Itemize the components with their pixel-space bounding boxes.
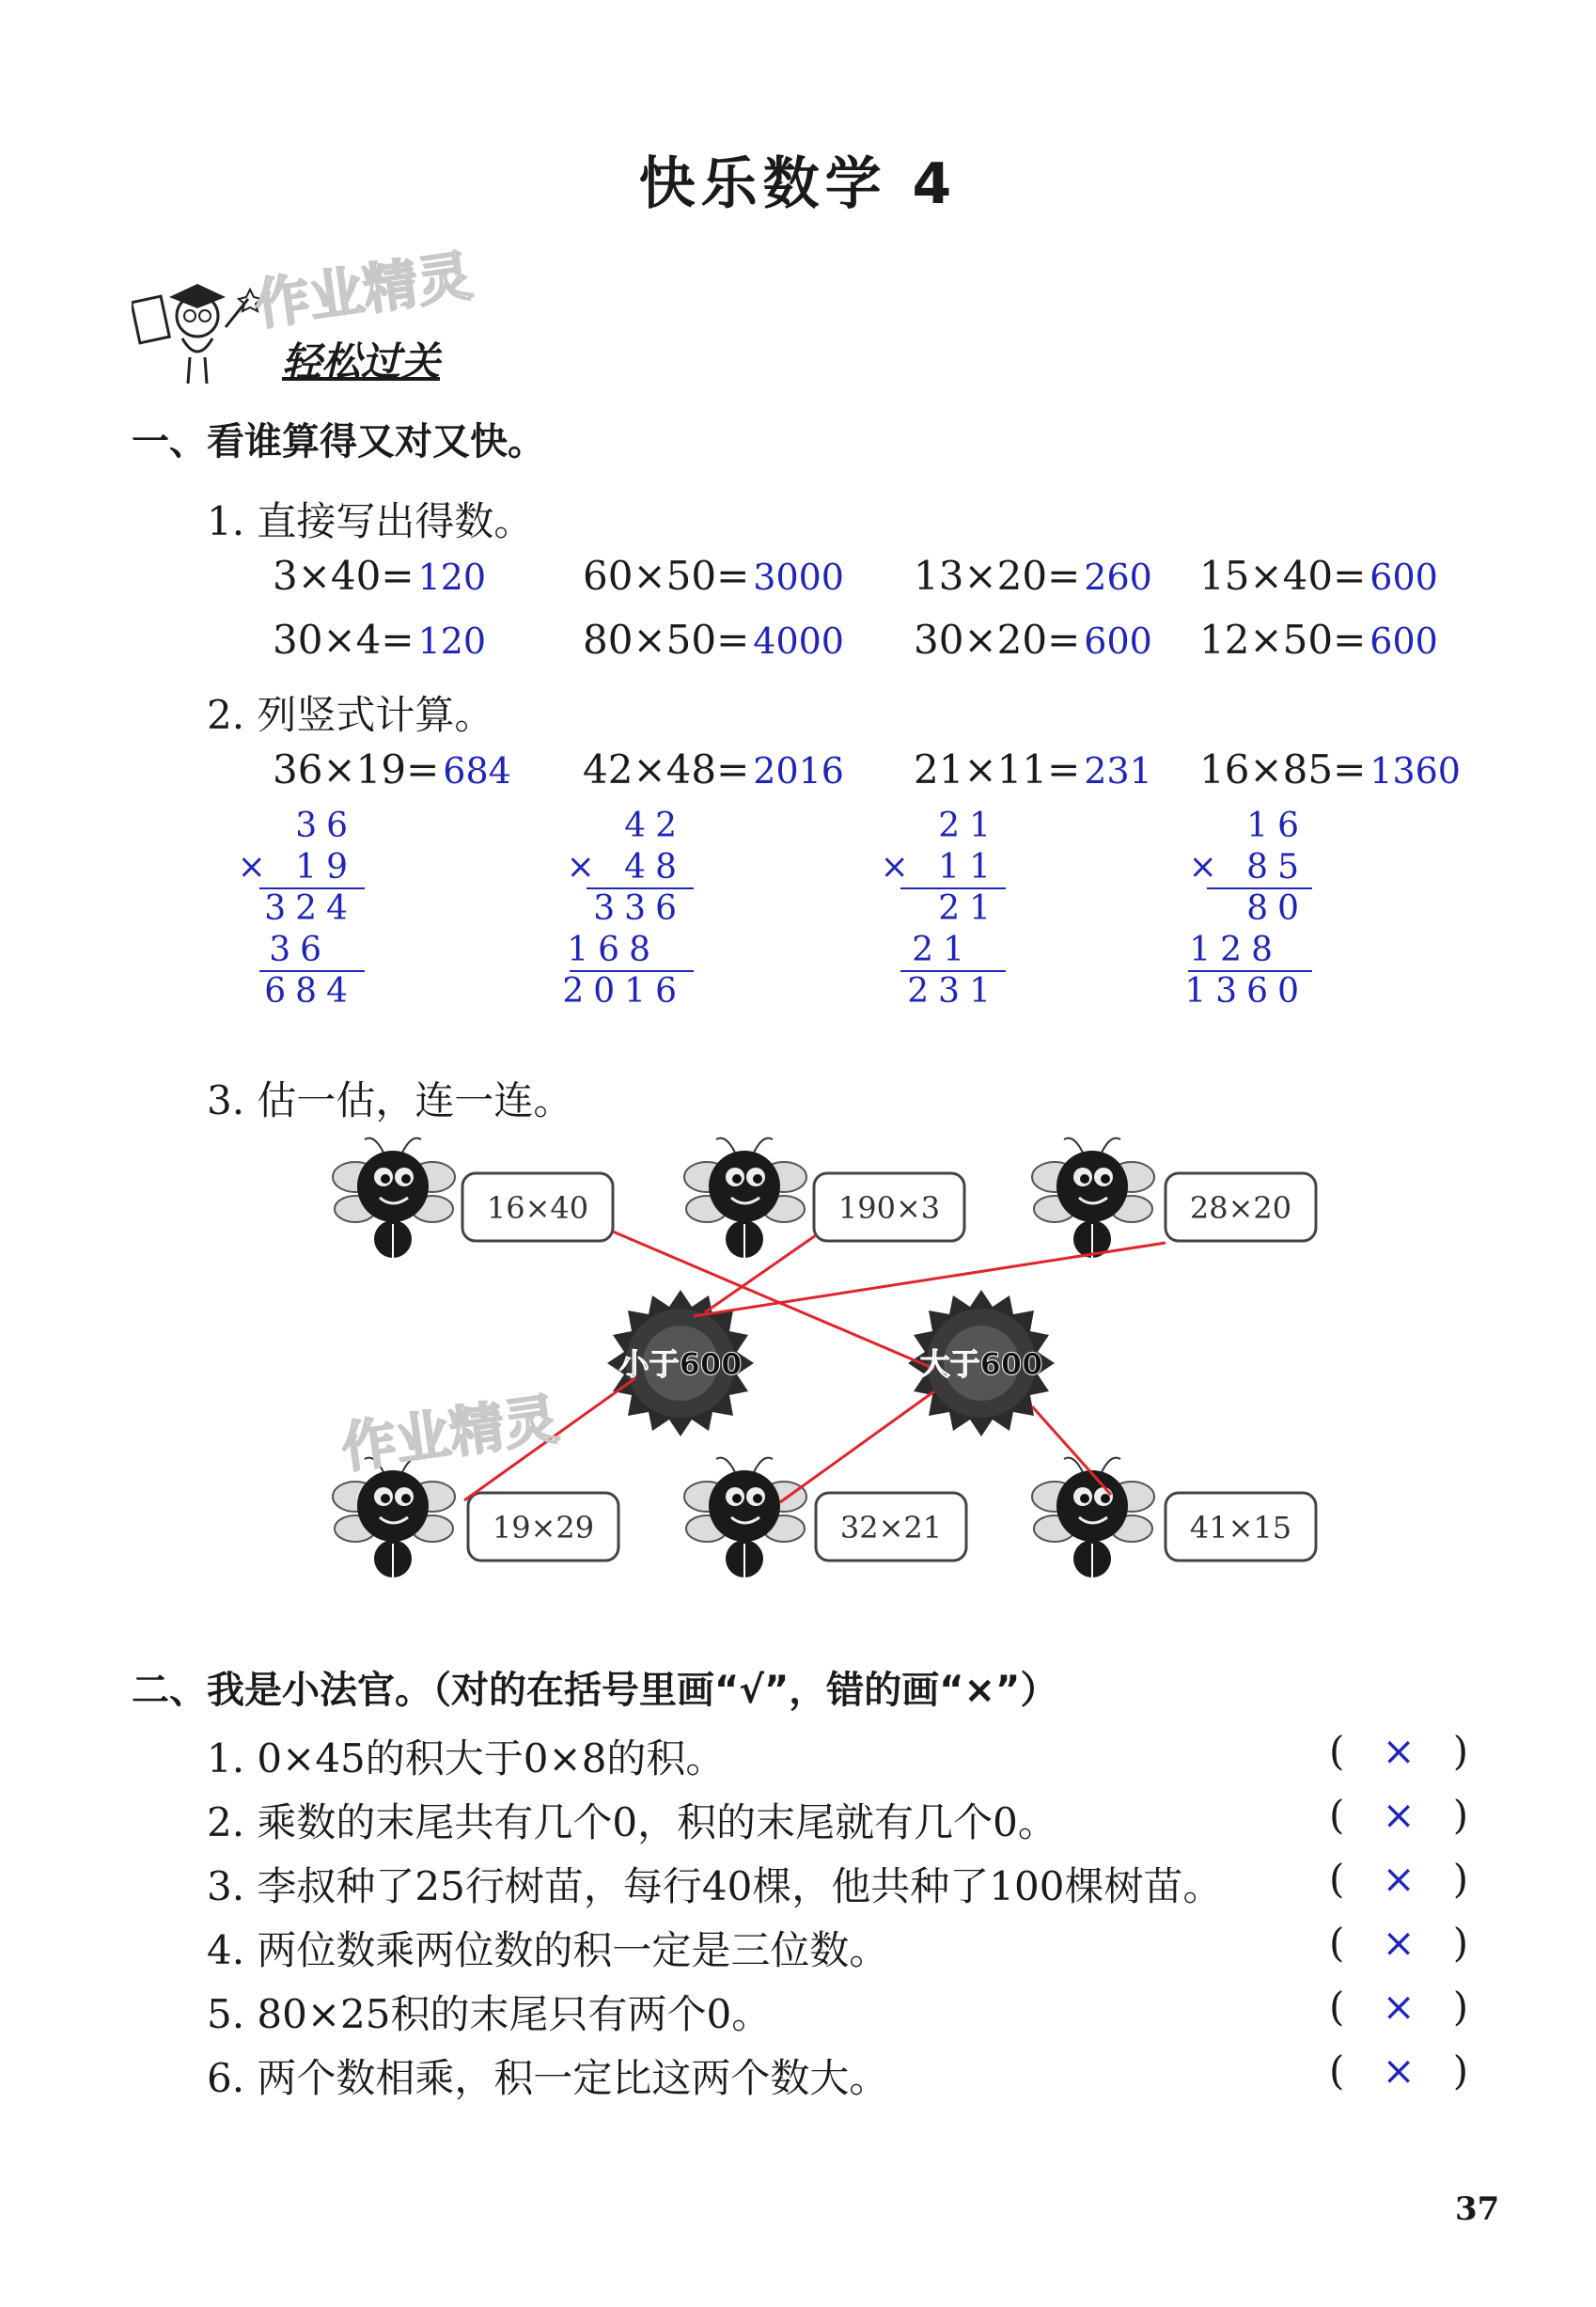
q2-problem: 36×19= 684: [273, 746, 511, 793]
q2-problem: 16×85= 1360: [1199, 746, 1461, 793]
bee-icon: [684, 1138, 806, 1258]
q3-label: 3. 估一估，连一连。: [207, 1077, 573, 1123]
vertical-line-5: 2016: [562, 972, 686, 1011]
vertical-line-4: 128: [1189, 931, 1282, 969]
q2-problem: 42×48= 2016: [583, 746, 844, 793]
judge-mark[interactable]: ×: [1382, 1920, 1416, 1966]
vertical-line-3: 324: [264, 889, 357, 928]
watermark-middle: 作业精灵: [337, 1387, 563, 1481]
top-card-text: 28×20: [1189, 1190, 1292, 1226]
vertical-line-4: 36: [269, 931, 331, 969]
judge-item-2: 2. 乘数的末尾共有几个0，积的末尾就有几个0。: [207, 1799, 1057, 1845]
q1-item: 30×20= 600: [914, 617, 1152, 663]
bottom-card-text: 19×29: [492, 1510, 595, 1546]
vertical-line-3: 336: [593, 889, 686, 928]
judge-paren: ( × ): [1329, 2048, 1469, 2094]
vertical-line-1: 36: [295, 807, 357, 845]
judge-mark[interactable]: ×: [1382, 1792, 1416, 1838]
vertical-line-5: 684: [264, 972, 357, 1011]
q1-item: 12×50= 600: [1199, 617, 1438, 663]
watermark-top: 作业精灵: [251, 243, 477, 337]
judge-item-5: 5. 80×25积的末尾只有两个0。: [207, 1991, 772, 2037]
q1-item: 30×4= 120: [273, 617, 487, 663]
vertical-line-5: 231: [907, 972, 1000, 1011]
vertical-line-1: 16: [1246, 807, 1308, 845]
q1-item: 80×50= 4000: [583, 617, 844, 663]
judge-paren: ( × ): [1329, 1728, 1469, 1774]
bottom-card-text: 41×15: [1189, 1510, 1292, 1546]
page-title: 快乐数学 4: [638, 151, 958, 217]
judge-item-3: 3. 李叔种了25行树苗，每行40棵，他共种了100棵树苗。: [207, 1863, 1223, 1909]
judge-paren: ( × ): [1329, 1920, 1469, 1966]
bottom-card-text: 32×21: [839, 1510, 943, 1546]
section2-heading: 二、我是小法官。（对的在括号里画“√”，错的画“×”）: [132, 1669, 1058, 1712]
top-card-text: 16×40: [486, 1190, 589, 1226]
judge-paren: ( × ): [1329, 1984, 1469, 2030]
section1-heading: 一、看谁算得又对又快。: [132, 420, 545, 463]
judge-item-1: 1. 0×45的积大于0×8的积。: [207, 1735, 726, 1781]
vertical-line-5: 1360: [1184, 972, 1308, 1011]
judge-item-4: 4. 两位数乘两位数的积一定是三位数。: [207, 1927, 889, 1973]
q1-item: 15×40= 600: [1199, 553, 1438, 599]
judge-mark[interactable]: ×: [1382, 1728, 1416, 1774]
vertical-line-3: 80: [1246, 889, 1308, 928]
judge-mark[interactable]: ×: [1382, 1856, 1416, 1902]
bee-icon: [684, 1458, 806, 1577]
vertical-line-1: 21: [938, 807, 1000, 845]
judge-item-6: 6. 两个数相乘，积一定比这两个数大。: [207, 2055, 889, 2101]
page-number: 37: [1455, 2190, 1500, 2228]
judge-mark[interactable]: ×: [1382, 1984, 1416, 2030]
q2-label: 2. 列竖式计算。: [207, 692, 494, 738]
sticker-label: 轻松过关: [282, 338, 441, 384]
connect-line: [780, 1391, 934, 1502]
judge-mark[interactable]: ×: [1382, 2048, 1416, 2094]
vertical-line-3: 21: [938, 889, 1000, 928]
bee-icon: [333, 1138, 455, 1258]
vertical-line-2: × 11: [880, 848, 1000, 887]
vertical-line-2: × 85: [1188, 848, 1308, 887]
q1-item: 60×50= 3000: [583, 553, 844, 599]
q1-item: 3×40= 120: [273, 553, 487, 599]
bee-icon: [1032, 1138, 1154, 1258]
q1-item: 13×20= 260: [914, 553, 1152, 599]
top-card-text: 190×3: [837, 1190, 941, 1226]
connect-line: [694, 1243, 1166, 1316]
vertical-line-4: 168: [567, 931, 660, 969]
q1-label: 1. 直接写出得数。: [207, 498, 534, 544]
vertical-line-4: 21: [912, 931, 974, 969]
sun-label: 大于600: [919, 1346, 1043, 1382]
vertical-line-2: × 48: [566, 848, 686, 887]
vertical-line-1: 42: [624, 807, 686, 845]
judge-paren: ( × ): [1329, 1856, 1469, 1902]
sun-label: 小于600: [618, 1346, 743, 1382]
q2-problem: 21×11= 231: [914, 746, 1152, 793]
vertical-line-2: × 19: [237, 848, 357, 887]
judge-paren: ( × ): [1329, 1792, 1469, 1838]
